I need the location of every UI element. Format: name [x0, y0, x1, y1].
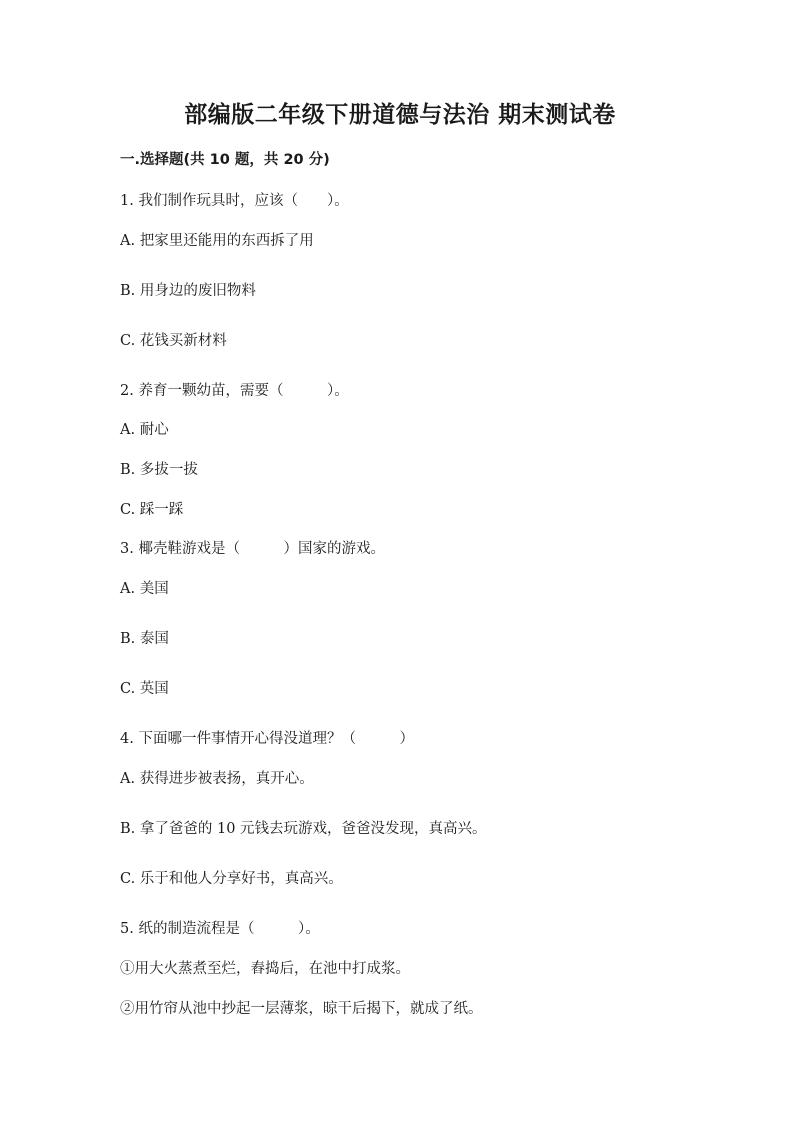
question-3-stem: 3. 椰壳鞋游戏是（ ）国家的游戏。: [120, 541, 385, 557]
section-heading: 一.选择题(共 10 题，共 20 分): [120, 152, 330, 168]
question-2-option-b: B. 多拔一拔: [120, 462, 198, 478]
question-5-stem: 5. 纸的制造流程是（ ）。: [120, 921, 320, 937]
question-4-option-a: A. 获得进步被表扬，真开心。: [120, 771, 314, 787]
question-4-stem: 4. 下面哪一件事情开心得没道理？（ ）: [120, 731, 414, 747]
question-3-option-c: C. 英国: [120, 681, 169, 697]
question-3-option-b: B. 泰国: [120, 631, 169, 647]
question-3-option-a: A. 美国: [120, 581, 169, 597]
question-5-step-2: ②用竹帘从池中抄起一层薄浆，晾干后揭下，就成了纸。: [120, 1001, 483, 1017]
exam-title: 部编版二年级下册道德与法治 期末测试卷: [184, 102, 616, 128]
question-2-option-a: A. 耐心: [120, 422, 169, 438]
question-4-option-c: C. 乐于和他人分享好书，真高兴。: [120, 871, 343, 887]
question-2-stem: 2. 养育一颗幼苗，需要（ ）。: [120, 383, 349, 399]
question-1-option-c: C. 花钱买新材料: [120, 333, 227, 349]
question-4-option-b: B. 拿了爸爸的 10 元钱去玩游戏，爸爸没发现，真高兴。: [120, 821, 487, 837]
question-2-option-c: C. 踩一踩: [120, 502, 184, 518]
question-5-step-1: ①用大火蒸煮至烂，舂捣后，在池中打成浆。: [120, 961, 410, 977]
question-1-option-a: A. 把家里还能用的东西拆了用: [120, 233, 314, 249]
question-1-option-b: B. 用身边的废旧物料: [120, 283, 256, 299]
question-1-stem: 1. 我们制作玩具时，应该（ ）。: [120, 193, 349, 209]
